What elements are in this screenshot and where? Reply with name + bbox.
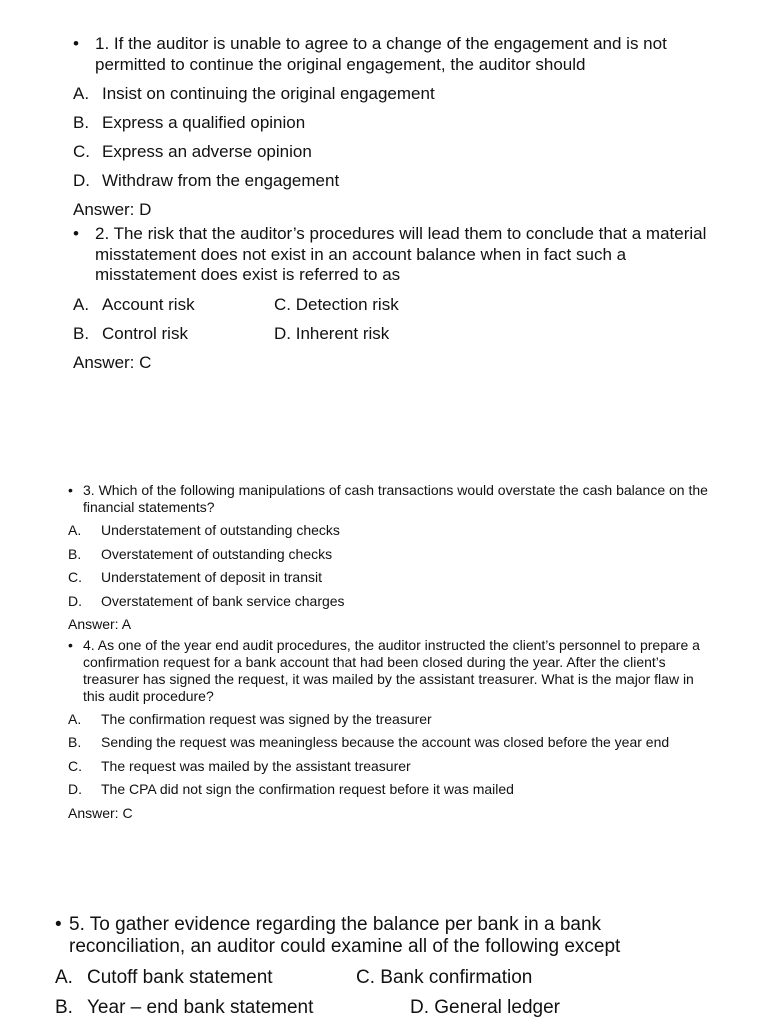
option-letter: D. <box>68 781 82 797</box>
option-text-right: C. Bank confirmation <box>356 967 533 988</box>
question-text: 5. To gather evidence regarding the balance per bank in a bank reconciliation, an auditor could examine all of the following except <box>69 914 621 957</box>
option-d <box>68 778 768 802</box>
bullet: • <box>68 482 73 498</box>
option-text: Overstatement of bank service charges <box>101 592 345 609</box>
bullet: • <box>68 636 73 653</box>
option-text: Cutoff bank statement <box>87 967 273 988</box>
option-text: Year – end bank statement <box>87 997 314 1018</box>
answer: Answer: C <box>68 804 133 821</box>
option-letter: A. <box>68 522 82 538</box>
option-letter: A. <box>68 710 82 727</box>
option-a <box>68 519 768 543</box>
option-letter: D. <box>73 171 90 190</box>
option-text: Control risk <box>102 323 188 343</box>
answer: Answer: D <box>73 200 152 219</box>
question-2 <box>73 224 710 286</box>
question-text: 3. Which of the following manipulations of cash transactions would overstate the cash balance on the financial statements? <box>83 482 708 515</box>
option-letter: B. <box>73 323 90 343</box>
option-letter: C. <box>73 142 90 161</box>
option-text: Withdraw from the engagement <box>102 171 340 190</box>
option-text-right: D. Inherent risk <box>274 323 390 343</box>
question-block-3 <box>55 914 768 1023</box>
option-b <box>68 731 768 755</box>
option-text: The request was mailed by the assistant treasurer <box>101 757 411 774</box>
option-text: Understatement of deposit in transit <box>101 569 323 585</box>
option-text: Understatement of outstanding checks <box>101 522 340 538</box>
option-text-right: D. General ledger <box>410 997 560 1018</box>
option-text: Insist on continuing the original engagement <box>102 84 435 103</box>
option-row-2 <box>55 993 768 1023</box>
option-text: The confirmation request was signed by the treasurer <box>101 710 432 727</box>
question-3 <box>68 482 708 516</box>
option-text: Account risk <box>102 294 195 314</box>
option-row-1 <box>55 963 768 993</box>
option-letter: A. <box>73 84 90 103</box>
option-c <box>68 566 768 590</box>
question-1 <box>73 34 710 75</box>
option-a <box>68 708 768 732</box>
option-row-1 <box>73 290 768 319</box>
option-letter: A. <box>73 294 90 314</box>
option-letter: C. <box>68 757 82 774</box>
question-block-1 <box>73 34 768 377</box>
question-block-2 <box>68 482 768 825</box>
option-letter: A. <box>55 967 73 988</box>
option-letter: D. <box>68 592 82 609</box>
bullet: • <box>73 224 79 243</box>
bullet: • <box>73 34 79 53</box>
option-letter: B. <box>73 113 90 132</box>
option-text: Express a qualified opinion <box>102 113 306 132</box>
question-text: 1. If the auditor is unable to agree to a change of the engagement and is not permitted to continue the original engagement, the auditor should <box>95 34 667 74</box>
option-d <box>68 590 768 614</box>
option-a <box>73 79 768 108</box>
option-c <box>68 755 768 779</box>
option-b <box>68 543 768 567</box>
option-text: Overstatement of outstanding checks <box>101 545 333 562</box>
option-text: Express an adverse opinion <box>102 142 312 161</box>
question-text: 2. The risk that the auditor’s procedures will lead them to conclude that a material misstatement does not exist in an account balance when in fact such a misstatement does exist is referred to as <box>95 224 707 284</box>
option-text: Sending the request was meaningless because the account was closed before the year end <box>101 734 670 750</box>
option-letter: B. <box>68 545 82 562</box>
answer: Answer: C <box>73 352 152 372</box>
question-5 <box>55 914 669 958</box>
question-4 <box>68 637 708 705</box>
option-text-right: C. Detection risk <box>274 294 399 314</box>
question-text: 4. As one of the year end audit procedures, the auditor instructed the client’s personnel to prepare a confirmation request for a bank account that had been closed during the year. After the client’s treasurer has signed the request, it was mailed by the assistant treasurer. What is the major flaw in this audit procedure? <box>83 636 700 704</box>
bullet: • <box>55 914 62 935</box>
answer: Answer: A <box>68 616 132 632</box>
option-letter: B. <box>55 997 73 1018</box>
option-text: The CPA did not sign the confirmation request before it was mailed <box>101 781 514 797</box>
option-row-2 <box>73 319 768 348</box>
option-b <box>73 108 768 137</box>
option-letter: B. <box>68 734 82 750</box>
option-d <box>73 166 768 195</box>
option-letter: C. <box>68 569 82 585</box>
option-c <box>73 137 768 166</box>
